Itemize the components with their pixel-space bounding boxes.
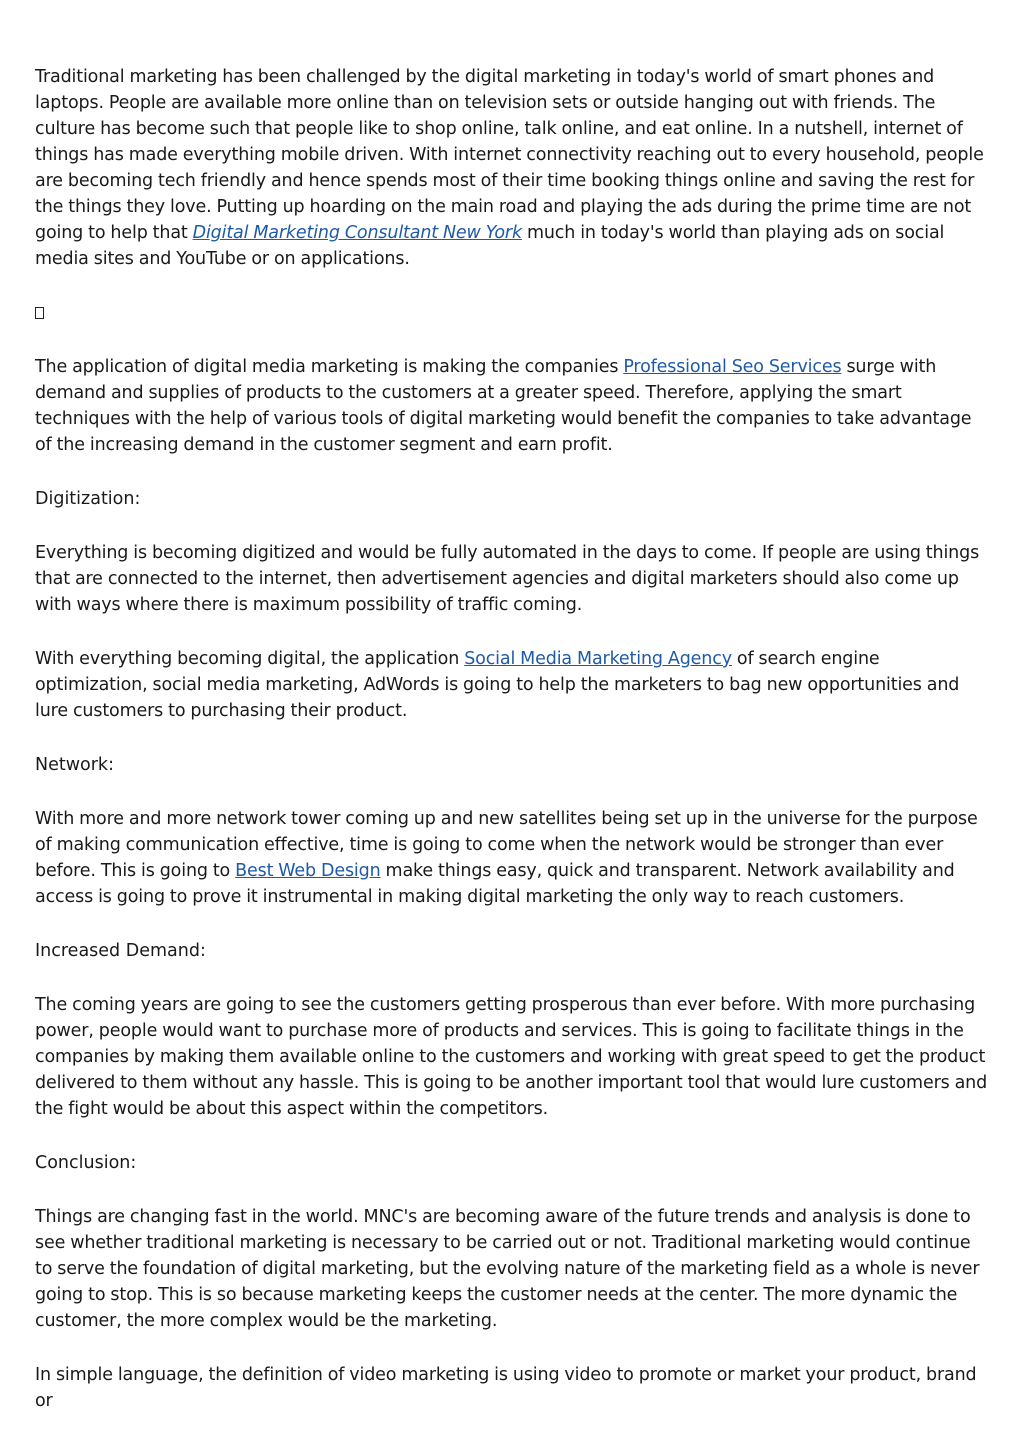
paragraph-everything-digital <box>35 646 990 724</box>
missing-glyph-line <box>35 300 990 326</box>
paragraph-network <box>35 806 990 910</box>
link-digital-marketing-consultant[interactable]: Digital Marketing Consultant New York <box>192 223 522 243</box>
paragraph-intro <box>35 64 990 272</box>
paragraph-text: surge with demand and supplies of products to the customers at a greater speed. Therefore, applying the smart techniques with the help of various tools of digital marketing would benefit the companies to take advantage of the increasing demand in the customer segment and earn profit. <box>35 357 972 455</box>
paragraph-coming-years: The coming years are going to see the customers getting prosperous than ever before. With more purchasing power, people would want to purchase more of products and services. This is going to facilitate things in the companies by making them available online to the customers and working with great speed to get the product delivered to them without any hassle. This is going to be another important tool that would lure customers and the fight would be about this aspect within the competitors. <box>35 995 988 1119</box>
heading-increased-demand: Increased Demand: <box>35 941 206 961</box>
link-professional-seo-services[interactable]: Professional Seo Services <box>623 357 842 377</box>
document-page <box>35 64 990 1442</box>
heading-digitization: Digitization: <box>35 489 141 509</box>
heading-conclusion: Conclusion: <box>35 1153 137 1173</box>
link-best-web-design[interactable]: Best Web Design <box>235 861 381 881</box>
paragraph-application <box>35 354 990 458</box>
paragraph-text: With more and more network tower coming up and new satellites being set up in the universe for the purpose of making communication effective, time is going to come when the network would be stronger than ever before. This is going to <box>35 809 978 881</box>
paragraph-video-marketing: In simple language, the definition of video marketing is using video to promote or market your product, brand or <box>35 1365 977 1411</box>
paragraph-text: make things easy, quick and transparent. Network availability and access is going to prove it instrumental in making digital marketing the only way to reach customers. <box>35 861 955 907</box>
missing-glyph-box-icon <box>35 307 44 319</box>
link-social-media-marketing-agency[interactable]: Social Media Marketing Agency <box>464 649 732 669</box>
paragraph-digitized: Everything is becoming digitized and would be fully automated in the days to come. If people are using things that are connected to the internet, then advertisement agencies and digital marketers should also come up with ways where there is maximum possibility of traffic coming. <box>35 543 980 615</box>
paragraph-text: The application of digital media marketing is making the companies <box>35 357 624 377</box>
paragraph-conclusion: Things are changing fast in the world. MNC's are becoming aware of the future trends and analysis is done to see whether traditional marketing is necessary to be carried out or not. Traditional marketing would continue to serve the foundation of digital marketing, but the evolving nature of the marketing field as a whole is never going to stop. This is so because marketing keeps the customer needs at the center. The more dynamic the customer, the more complex would be the marketing. <box>35 1207 980 1331</box>
paragraph-text: With everything becoming digital, the application <box>35 649 465 669</box>
paragraph-text: much in today's world than playing ads on social media sites and YouTube or on applications. <box>35 223 945 269</box>
paragraph-text: Traditional marketing has been challenged by the digital marketing in today's world of smart phones and laptops. People are available more online than on television sets or outside hanging out with friends. The culture has become such that people like to shop online, talk online, and eat online. In a nutshell, internet of things has made everything mobile driven. With internet connectivity reaching out to every household, people are becoming tech friendly and hence spends most of their time booking things online and saving the rest for the things they love. Putting up hoarding on the main road and playing the ads during the prime time are not going to help that <box>35 67 984 243</box>
paragraph-text: of search engine optimization, social media marketing, AdWords is going to help the marketers to bag new opportunities and lure customers to purchasing their product. <box>35 649 960 721</box>
heading-network: Network: <box>35 755 114 775</box>
